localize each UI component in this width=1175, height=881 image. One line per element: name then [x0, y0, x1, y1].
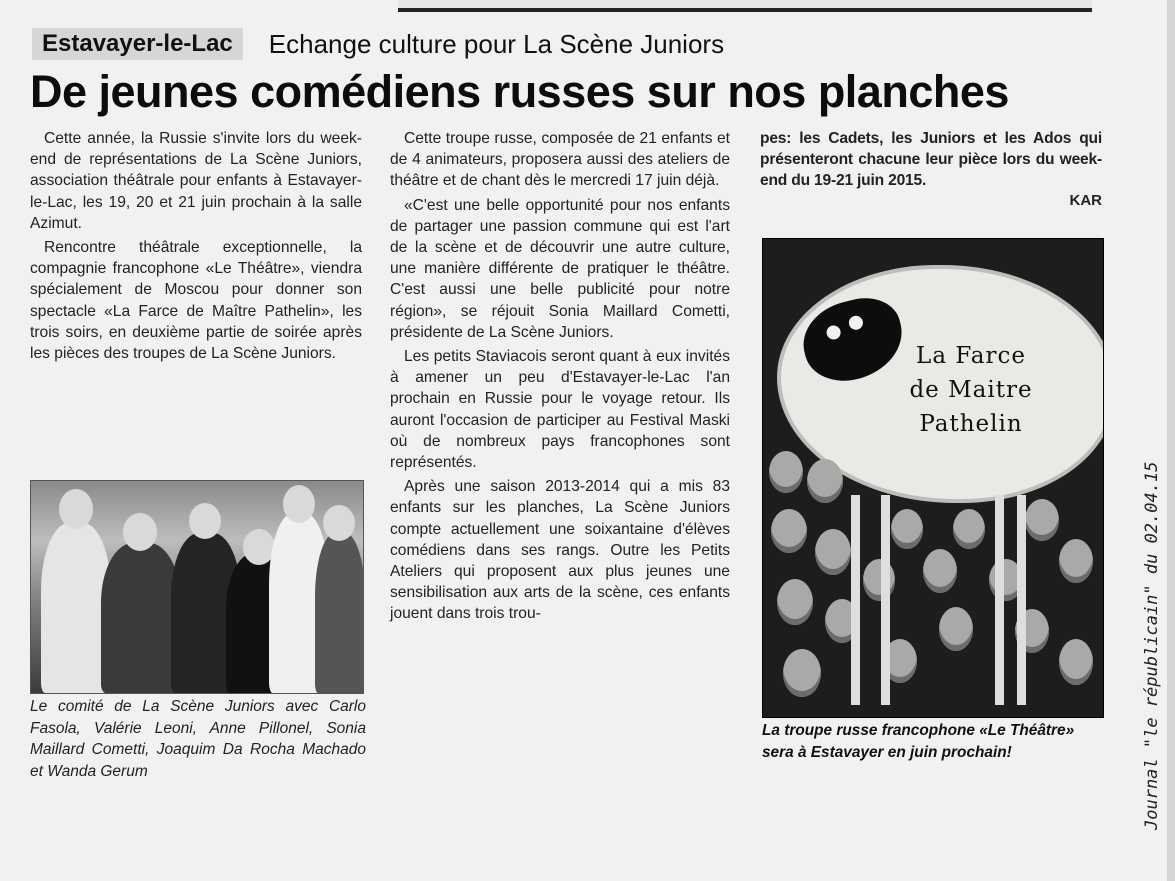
person-head — [323, 505, 355, 541]
kicker — [32, 26, 724, 62]
photo-caption: La troupe russe francophone «Le Théâtre» sera à Estavayer en juin prochain! — [762, 722, 1075, 761]
poster-line: Pathelin — [919, 411, 1023, 437]
child-face — [953, 509, 985, 549]
person-figure — [101, 543, 181, 693]
handwritten-source: Journal "le républicain" du 02.04.15 — [1142, 461, 1162, 830]
article-column-1 — [30, 128, 362, 364]
person-head — [123, 513, 157, 551]
child-face — [1059, 639, 1093, 685]
poster-title — [891, 339, 1051, 441]
child-face — [771, 509, 807, 553]
child-face — [923, 549, 957, 593]
headline: De jeunes comédiens russes sur nos planches — [30, 66, 1009, 117]
sheep-leg — [851, 495, 860, 705]
poster-line: de Maitre — [909, 377, 1033, 403]
article-column-2 — [390, 128, 730, 625]
paragraph: Les petits Staviacois seront quant à eux invités à amener un peu d'Estavayer-le-Lac l'an prochain en Russie pour le voyage retour. Ils auront l'occasion de participer au Festival Maski où de nombreux pays francophones sont représentés. — [390, 348, 730, 472]
top-rule — [398, 0, 1092, 12]
children-group — [763, 439, 1103, 717]
poster-line: La Farce — [916, 343, 1026, 369]
child-face — [777, 579, 813, 625]
sheep-eye — [825, 324, 842, 341]
paragraph: Cette troupe russe, composée de 21 enfants et de 4 animateurs, proposera aussi des ateliers de théâtre et de chant dès le mercredi 17 juin déjà. — [390, 130, 730, 190]
paragraph: Cette année, la Russie s'invite lors du week-end de représentations de La Scène Juniors, association théâtrale pour enfants à Estavayer-le-Lac, les 19, 20 et 21 juin prochain à la salle Azimut. — [30, 130, 362, 232]
paragraph: «C'est une belle opportunité pour nos enfants de partager une passion commune qui est l'art de la scène et de découvrir une autre culture, une manière différente de pratiquer le théâtre. C'est aussi une belle publicité pour notre région», se réjouit Sonia Maillard Cometti, présidente de La Scène Juniors. — [390, 196, 730, 341]
child-face — [783, 649, 821, 697]
author-signature: KAR — [1069, 191, 1102, 209]
sheep-eye — [847, 314, 864, 331]
sheep-leg — [1017, 495, 1026, 705]
location-label: Estavayer-le-Lac — [32, 28, 243, 60]
person-head — [59, 489, 93, 529]
child-face — [939, 607, 973, 651]
person-head — [189, 503, 221, 539]
child-face — [807, 459, 843, 503]
paragraph: Après une saison 2013-2014 qui a mis 83 enfants sur les planches, La Scène Juniors compte actuellement une soixantaine d'élèves comédiens dans ses rangs. Outre les Petits Ateliers qui proposent aux plus jeunes une sensibilisation aux arts de la scène, ces enfants jouent dans trois trou- — [390, 478, 730, 623]
child-face — [1059, 539, 1093, 583]
person-head — [283, 485, 315, 523]
sheep-leg — [995, 495, 1004, 705]
child-face — [891, 509, 923, 549]
committee-photo — [30, 480, 364, 694]
handwritten-note — [1142, 240, 1162, 840]
child-face — [863, 559, 895, 601]
troupe-poster-photo — [762, 238, 1104, 718]
child-face — [769, 451, 803, 493]
article-column-3 — [760, 128, 1102, 211]
child-face — [1025, 499, 1059, 541]
paragraph: Rencontre théâtrale exceptionnelle, la compagnie francophone «Le Théâtre», viendra spécialement de Moscou pour donner son spectacle «La Farce de Maître Pathelin», les trois soirs, en deuxième partie de soirée après les pièces des troupes de La Scène Juniors. — [30, 239, 362, 363]
photo-caption: Le comité de La Scène Juniors avec Carlo Fasola, Valérie Leoni, Anne Pillonel, Sonia Maillard Cometti, Joaquim Da Rocha Machado et Wanda Gerum — [30, 698, 366, 780]
subheading: Echange culture pour La Scène Juniors — [268, 28, 725, 59]
paragraph: pes: les Cadets, les Juniors et les Ados qui présenteront chacune leur pièce lors du week-end du 19-21 juin 2015. — [760, 130, 1102, 190]
person-figure — [315, 533, 364, 693]
sheep-leg — [881, 495, 890, 705]
child-face — [815, 529, 851, 575]
right-edge — [1167, 0, 1175, 881]
